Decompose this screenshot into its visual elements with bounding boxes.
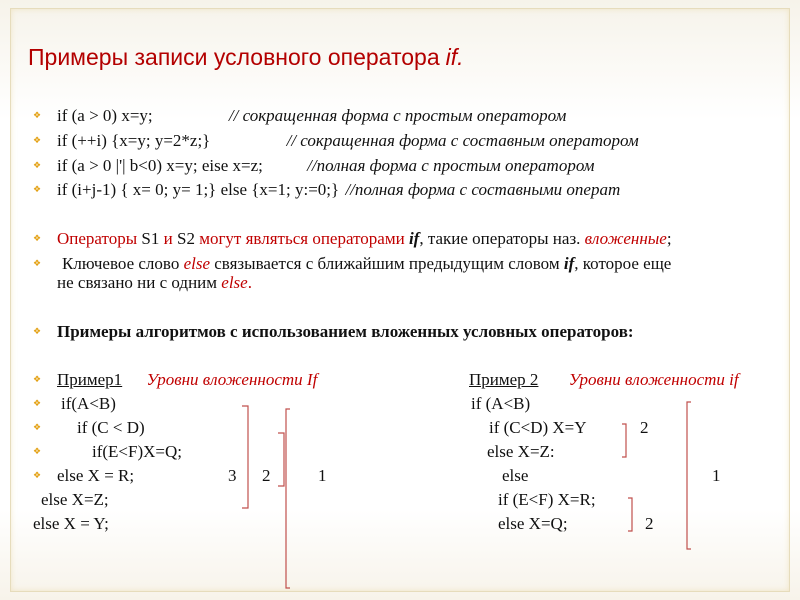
example2-line-1: if (A<B) bbox=[471, 394, 531, 413]
note-text: могут являться операторами bbox=[199, 229, 405, 248]
example2-line-5: if (E<F) X=R; bbox=[498, 490, 596, 509]
form-comment-2: // сокращенная форма с составным оператором bbox=[286, 131, 639, 150]
note-text: , такие операторы наз. bbox=[419, 229, 581, 248]
note-text: и bbox=[163, 229, 173, 248]
example2-header bbox=[469, 370, 739, 390]
else-note-line-1 bbox=[62, 254, 671, 274]
example2-line-6: else X=Q; bbox=[498, 514, 568, 533]
bullet-icon: ❖ bbox=[32, 161, 42, 171]
form-code-2: if (++i) {x=y; y=2*z;} bbox=[57, 131, 211, 150]
bullet-icon: ❖ bbox=[32, 327, 42, 337]
example1-level: 2 bbox=[262, 466, 271, 485]
operators-note bbox=[57, 229, 672, 249]
level-1-bracket bbox=[284, 408, 292, 590]
form-code-4: if (i+j-1) { x= 0; y= 1;} else {x=1; y:=0;} bbox=[57, 180, 340, 199]
title-text: Примеры записи условного оператора bbox=[28, 44, 440, 70]
example1-line-6: else X = Y; bbox=[33, 514, 109, 533]
level-1-bracket bbox=[685, 401, 693, 551]
form-code-3: if (a > 0 |'| b<0) x=y; eise x=z; bbox=[57, 156, 263, 175]
example2-label: Пример 2 bbox=[469, 370, 539, 389]
slide-title bbox=[28, 44, 464, 71]
nested-term: вложенные bbox=[584, 229, 667, 248]
examples-heading: Примеры алгоритмов с использованием вложенных условных операторов: bbox=[57, 322, 634, 341]
bullet-icon: ❖ bbox=[32, 471, 42, 481]
form-comment-3: //полная форма с простым оператором bbox=[307, 156, 595, 175]
else-note-line-2 bbox=[57, 273, 252, 293]
if-keyword: if bbox=[563, 254, 575, 273]
example2-line-3: else X=Z: bbox=[487, 442, 555, 461]
bullet-icon: ❖ bbox=[32, 234, 42, 244]
level-3-bracket bbox=[240, 405, 252, 510]
bullet-icon: ❖ bbox=[32, 375, 42, 385]
bullet-icon: ❖ bbox=[32, 423, 42, 433]
bullet-icon: ❖ bbox=[32, 111, 42, 121]
example1-header bbox=[57, 370, 317, 390]
note-text: связывается с ближайшим предыдущим словом bbox=[214, 254, 560, 273]
title-keyword: if. bbox=[445, 44, 464, 70]
form-row-4 bbox=[57, 180, 620, 200]
example1-line-3: if(E<F)X=Q; bbox=[92, 442, 182, 461]
example2-level: 1 bbox=[712, 466, 721, 485]
example2-line-4: else bbox=[502, 466, 529, 485]
form-row-3 bbox=[57, 156, 595, 176]
example1-line-4: else X = R; bbox=[57, 466, 135, 485]
example2-caption: Уровни вложенности if bbox=[568, 370, 739, 389]
form-comment-1: // сокращенная форма с простым оператором bbox=[228, 106, 567, 125]
example2-level: 2 bbox=[640, 418, 649, 437]
note-text: . bbox=[247, 273, 252, 292]
form-row-1 bbox=[57, 106, 566, 126]
note-text: , которое еще bbox=[574, 254, 672, 273]
bullet-icon: ❖ bbox=[32, 185, 42, 195]
if-keyword: if bbox=[408, 229, 420, 248]
example1-line-5: else X=Z; bbox=[41, 490, 109, 509]
example2-level: 2 bbox=[645, 514, 654, 533]
else-keyword: else bbox=[221, 273, 248, 292]
note-text: Операторы bbox=[57, 229, 138, 248]
example1-level: 3 bbox=[228, 466, 237, 485]
slide-frame bbox=[10, 8, 790, 592]
example1-line-2: if (C < D) bbox=[77, 418, 145, 437]
note-text: не связано ни с одним bbox=[57, 273, 218, 292]
example1-level: 1 bbox=[318, 466, 327, 485]
note-text: ; bbox=[666, 229, 672, 248]
level-2-bracket bbox=[626, 497, 638, 533]
example1-caption: Уровни вложенности If bbox=[146, 370, 318, 389]
bullet-icon: ❖ bbox=[32, 447, 42, 457]
bullet-icon: ❖ bbox=[32, 399, 42, 409]
form-comment-4: //полная форма с составными операт bbox=[345, 180, 621, 199]
bullet-icon: ❖ bbox=[32, 136, 42, 146]
form-code-1: if (a > 0) x=y; bbox=[57, 106, 153, 125]
example1-line-1: if(A<B) bbox=[61, 394, 116, 413]
bullet-icon: ❖ bbox=[32, 259, 42, 269]
form-row-2 bbox=[57, 131, 639, 151]
s2-label: S2 bbox=[176, 229, 195, 248]
example2-line-2: if (C<D) X=Y bbox=[489, 418, 587, 437]
example1-label: Пример1 bbox=[57, 370, 123, 389]
s1-label: S1 bbox=[141, 229, 160, 248]
else-keyword: else bbox=[183, 254, 211, 273]
level-2-bracket bbox=[620, 423, 632, 459]
note-text: Ключевое слово bbox=[62, 254, 180, 273]
